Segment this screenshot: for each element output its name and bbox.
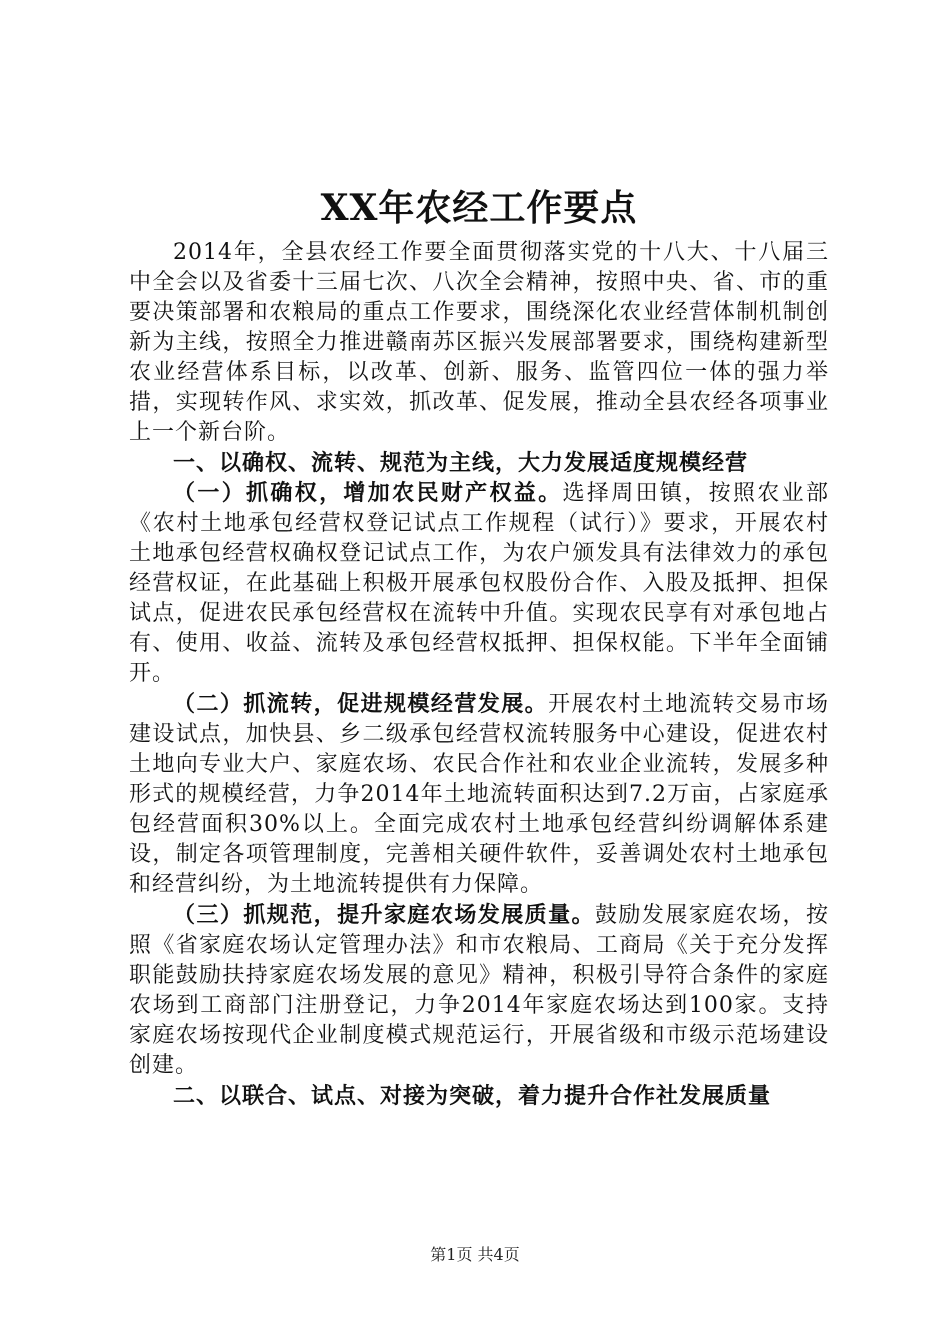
- page-footer: 第1页 共4页: [430, 1245, 520, 1264]
- section-2-heading: 二、以联合、试点、对接为突破，着力提升合作社发展质量: [173, 1083, 772, 1109]
- item-2-paragraph: [129, 689, 829, 900]
- item-2-lead: （二）抓流转，促进规模经营发展。: [173, 691, 549, 717]
- item-3-paragraph: [129, 900, 829, 1081]
- item-2-body: 开展农村土地流转交易市场建设试点，加快县、乡二级承包经营权流转服务中心建设，促进农村土地向专业大户、家庭农场、农民合作社和农业企业流转，发展多种形式的规模经营，力争2014年土地流转面积达到7.2万亩，占家庭承包经营面积30%以上。全面完成农村土地承包经营纠纷调解体系建设，制定各项管理制度，完善相关硬件软件，妥善调处农村土地承包和经营纠纷，为土地流转提供有力保障。: [129, 692, 829, 897]
- intro-paragraph: 2014年，全县农经工作要全面贯彻落实党的十八大、十八届三中全会以及省委十三届七次、八次全会精神，按照中央、省、市的重要决策部署和农粮局的重点工作要求，围绕深化农业经营体制机制创新为主线，按照全力推进赣南苏区振兴发展部署要求，围绕构建新型农业经营体系目标，以改革、创新、服务、监管四位一体的强力举措，实现转作风、求实效，抓改革、促发展，推动全县农经各项事业上一个新台阶。: [129, 240, 829, 445]
- item-3-lead: （三）抓规范，提升家庭农场发展质量。: [173, 902, 595, 928]
- section-1-heading: 一、以确权、流转、规范为主线，大力发展适度规模经营: [173, 450, 749, 476]
- item-3-body: 鼓励发展家庭农场，按照《省家庭农场认定管理办法》和市农粮局、工商局《关于充分发挥职能鼓励扶持家庭农场发展的意见》精神，积极引导符合条件的家庭农场到工商部门注册登记，力争2014年家庭农场达到100家。支持家庭农场按现代企业制度模式规范运行，开展省级和市级示范场建设创建。: [129, 903, 829, 1078]
- item-1-paragraph: [129, 478, 829, 689]
- document-body: [129, 182, 829, 1111]
- item-1-body: 选择周田镇，按照农业部《农村土地承包经营权登记试点工作规程（试行）》要求，开展农村土地承包经营权确权登记试点工作，为农户颁发具有法律效力的承包经营权证，在此基础上积极开展承包权股份合作、入股及抵押、担保试点，促进农民承包经营权在流转中升值。实现农民享有对承包地占有、使用、收益、流转及承包经营权抵押、担保权能。下半年全面铺开。: [129, 481, 829, 686]
- item-1-lead: （一）抓确权，增加农民财产权益。: [173, 480, 563, 506]
- document-title: XX年农经工作要点: [320, 187, 638, 229]
